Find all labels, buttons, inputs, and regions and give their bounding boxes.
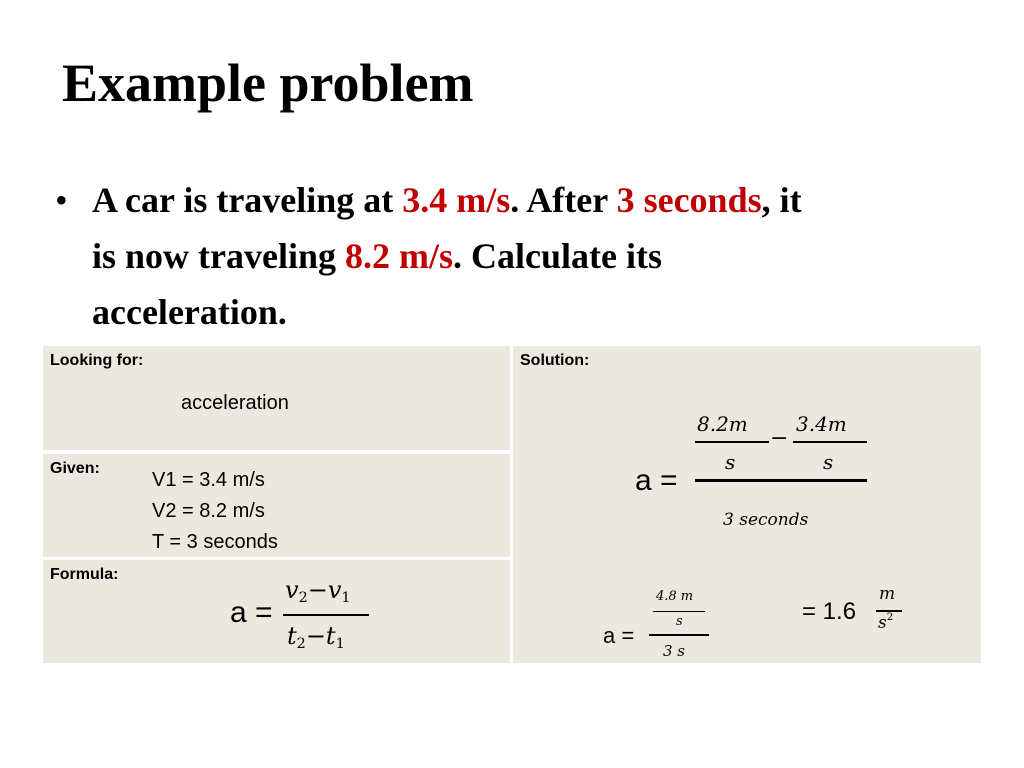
solution-cell bbox=[513, 346, 981, 663]
statement-text-3: , it is now traveling bbox=[92, 180, 802, 276]
given-v1: V1 = 3.4 m/s bbox=[152, 469, 265, 491]
solution-eq1-lhs: a = bbox=[635, 464, 678, 497]
solution-eq2-inner-numerator: 4.8 m bbox=[656, 589, 694, 604]
statement-text-2: . After bbox=[510, 180, 617, 220]
solution-eq3-lhs: = 1.6 bbox=[802, 598, 857, 625]
solution-f1-numerator: 8.2m bbox=[697, 412, 748, 436]
slide-title: Example problem bbox=[62, 53, 474, 113]
solution-eq2-denominator: 3 s bbox=[663, 642, 686, 660]
solution-f2-numerator: 3.4m bbox=[796, 412, 847, 436]
formula-fraction-bar bbox=[283, 614, 369, 616]
solution-eq2-inner-bar bbox=[653, 611, 705, 612]
solution-eq1-minus: − bbox=[770, 426, 789, 451]
looking-for-label: Looking for: bbox=[50, 352, 144, 369]
solution-eq1-denominator: 3 seconds bbox=[723, 510, 809, 530]
final-velocity-highlight: 8.2 m/s bbox=[345, 236, 454, 276]
formula-label: Formula: bbox=[50, 566, 119, 583]
solution-f1-denominator: s bbox=[725, 450, 736, 474]
solution-f1-bar bbox=[695, 441, 769, 443]
solution-eq2-main-bar bbox=[649, 634, 709, 636]
time-highlight: 3 seconds bbox=[616, 180, 762, 220]
formula-cell bbox=[43, 560, 510, 663]
formula-numerator: $v_2-v_1$ bbox=[285, 576, 351, 606]
solution-f2-denominator: s bbox=[823, 450, 834, 474]
solution-eq1-main-bar bbox=[695, 479, 867, 482]
solution-eq2-inner-denominator: s bbox=[676, 614, 683, 629]
given-t: T = 3 seconds bbox=[152, 531, 278, 553]
bullet-dot-icon: • bbox=[55, 180, 68, 220]
solution-label: Solution: bbox=[520, 352, 590, 369]
solution-eq3-denominator: $s^2$ bbox=[878, 612, 894, 633]
given-label: Given: bbox=[50, 460, 100, 477]
solution-eq3-numerator: m bbox=[879, 584, 896, 604]
given-v2: V2 = 8.2 m/s bbox=[152, 500, 265, 522]
formula-lhs: a = bbox=[230, 596, 273, 629]
solution-f2-bar bbox=[793, 441, 867, 443]
given-cell bbox=[43, 454, 510, 557]
problem-statement bbox=[92, 172, 832, 340]
initial-velocity-highlight: 3.4 m/s bbox=[402, 180, 511, 220]
looking-for-value: acceleration bbox=[181, 392, 289, 414]
formula-denominator: $t_2-t_1$ bbox=[287, 622, 345, 652]
statement-text-1: A car is traveling at bbox=[92, 180, 403, 220]
statement-text-4: . Calculate its acceleration. bbox=[92, 236, 662, 332]
solution-eq2-lhs: a = bbox=[603, 623, 635, 648]
looking-for-cell bbox=[43, 346, 510, 450]
